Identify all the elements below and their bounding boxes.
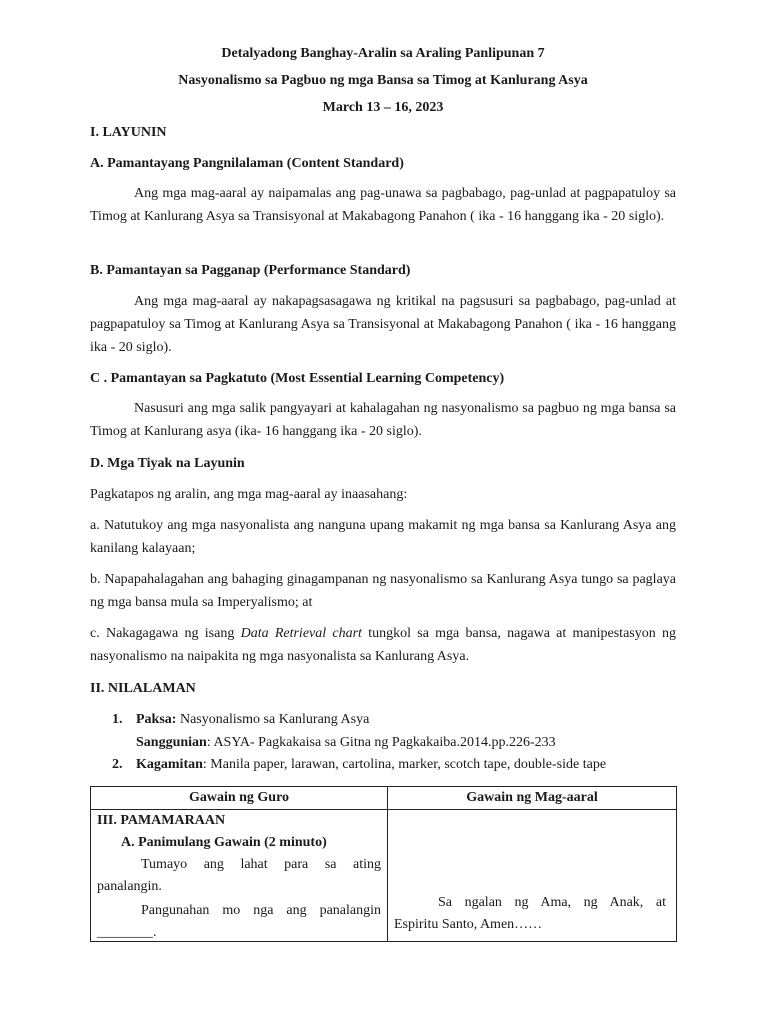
objective-item-c-emphasis: Data Retrieval chart	[240, 626, 362, 641]
student-activity-cell	[388, 810, 677, 942]
content-item-paksa	[112, 710, 672, 730]
document-title: Detalyadong Banghay-Aralin sa Araling Panlipunan 7	[221, 46, 545, 61]
content-item-label: Sanggunian	[136, 735, 207, 750]
teacher-activity-cell	[91, 810, 388, 942]
objective-item-c-pre: c. Nakagagawa ng isang	[90, 626, 241, 641]
table-header-student: Gawain ng Mag-aaral	[388, 787, 677, 810]
procedure-section-heading: III. PAMAMARAAN	[97, 813, 226, 828]
objectives-intro: Pagkatapos ng aralin, ang mga mag-aaral ay inaasahang:	[90, 487, 408, 502]
document-date: March 13 – 16, 2023	[322, 100, 444, 115]
content-item-value: Nasyonalismo sa Kanlurang Asya	[176, 712, 370, 727]
procedure-table	[90, 786, 677, 942]
teacher-line-1a: Tumayo ang lahat para sa ating	[141, 857, 381, 872]
content-item-number: 1.	[112, 712, 123, 727]
content-item-sanggunian	[136, 733, 676, 753]
content-item-label: Kagamitan	[136, 757, 203, 772]
student-line-1: Sa ngalan ng Ama, ng Anak, at	[438, 895, 666, 910]
teacher-line-1b: panalangin.	[97, 879, 162, 894]
teacher-line-2a: Pangunahan mo nga ang panalangin	[141, 903, 381, 918]
content-item-kagamitan	[112, 755, 672, 775]
subheading-specific-objectives: D. Mga Tiyak na Layunin	[90, 456, 245, 471]
objective-item-c-post: tungkol sa mga bansa, nagawa at manipestasyon ng nasyonalismo na naipakita ng mga nasyonalista sa Kanlurang Asya.	[90, 626, 676, 664]
learning-competency-text: Nasusuri ang mga salik pangyayari at kahalagahan ng nasyonalismo sa pagbuo ng mga bansa sa Timog at Kanlurang asya (ika- 16 hanggang ika - 20 siglo).	[90, 401, 676, 439]
objective-item-b: b. Napapahalagahan ang bahaging ginagampanan ng nasyonalismo sa Kanlurang Asya tungo sa paglaya ng mga bansa mula sa Imperyalismo; at	[90, 572, 676, 610]
table-header-teacher: Gawain ng Guro	[91, 787, 388, 810]
subheading-learning-competency: C . Pamantayan sa Pagkatuto (Most Essential Learning Competency)	[90, 371, 505, 386]
content-item-value: : Manila paper, larawan, cartolina, marker, scotch tape, double-side tape	[202, 757, 607, 772]
table-row	[91, 810, 677, 942]
student-line-2: Espiritu Santo, Amen……	[394, 917, 543, 932]
content-item-value: : ASYA- Pagkakaisa sa Gitna ng Pagkakaiba.2014.pp.226-233	[206, 735, 556, 750]
content-item-number: 2.	[112, 757, 123, 772]
teacher-line-2b: ________.	[97, 925, 157, 940]
performance-standard-text: Ang mga mag-aaral ay nakapagsasagawa ng kritikal na pagsusuri sa pagbabago, pag-unlad at pagpapatuloy sa Timog at Kanlurang Asya sa Transisyonal at Makabagong Panahon ( ika - 16 hanggang ika - 20 siglo).	[90, 294, 676, 355]
objective-item-a: a. Natutukoy ang mga nasyonalista ang nanguna upang makamit ng mga bansa sa Kanlurang Asya ang kanilang kalayaan;	[90, 518, 676, 556]
section-heading-layunin: I. LAYUNIN	[90, 125, 167, 140]
content-item-label: Paksa:	[136, 712, 177, 727]
table-header-row	[91, 787, 677, 810]
objective-item-c	[90, 622, 676, 668]
procedure-subheading: A. Panimulang Gawain (2 minuto)	[121, 835, 327, 850]
document-subtitle: Nasyonalismo sa Pagbuo ng mga Bansa sa Timog at Kanlurang Asya	[178, 73, 588, 88]
content-standard-text: Ang mga mag-aaral ay naipamalas ang pag-unawa sa pagbabago, pag-unlad at pagpapatuloy sa Timog at Kanlurang Asya sa Transisyonal at Makabagong Panahon ( ika - 16 hanggang ika - 20 siglo).	[90, 186, 676, 224]
subheading-content-standard: A. Pamantayang Pangnilalaman (Content Standard)	[90, 156, 404, 171]
subheading-performance-standard: B. Pamantayan sa Pagganap (Performance Standard)	[90, 263, 411, 278]
section-heading-nilalaman: II. NILALAMAN	[90, 681, 196, 696]
